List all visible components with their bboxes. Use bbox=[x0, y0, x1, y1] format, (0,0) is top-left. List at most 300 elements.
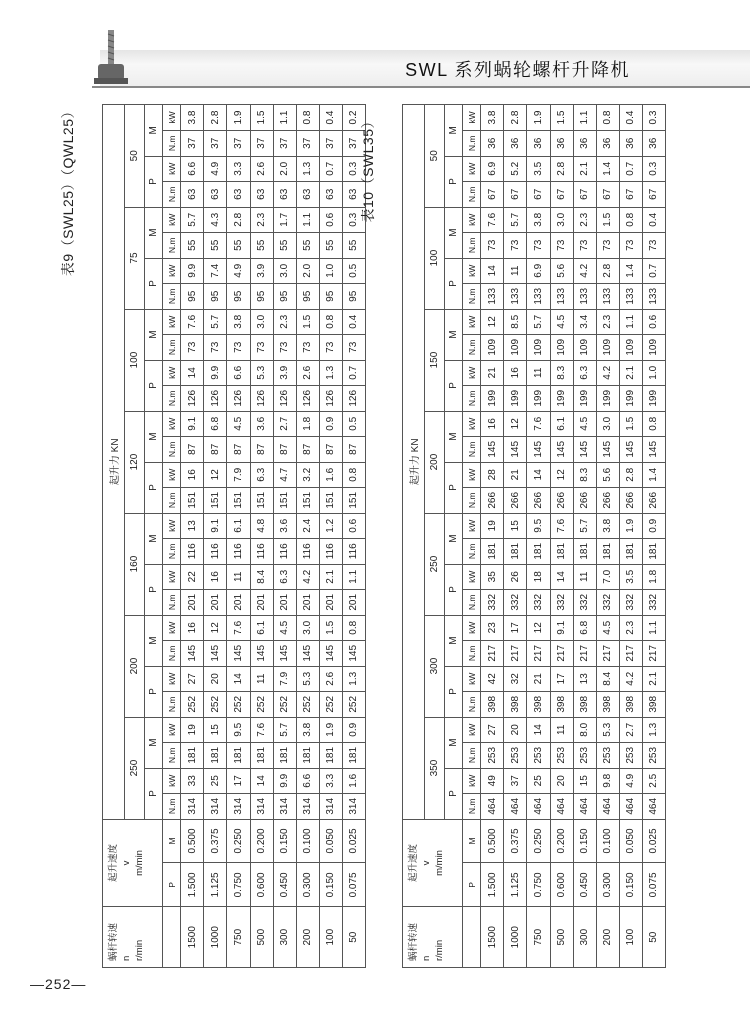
unit-header: N.m bbox=[163, 335, 181, 361]
value-cell: 55 bbox=[273, 233, 296, 259]
value-cell: 9.9 bbox=[204, 360, 227, 386]
value-cell: 2.1 bbox=[573, 156, 596, 182]
value-cell: 8.3 bbox=[573, 462, 596, 488]
value-cell: 109 bbox=[596, 335, 619, 361]
value-cell: 6.3 bbox=[273, 564, 296, 590]
value-cell: 16 bbox=[181, 615, 204, 641]
unit-header: N.m bbox=[163, 437, 181, 463]
value-cell: 1.5 bbox=[550, 105, 573, 131]
value-cell: 2.8 bbox=[619, 462, 642, 488]
col-m-header: M bbox=[145, 513, 163, 564]
load-header: 350 bbox=[425, 717, 445, 819]
value-cell: 12 bbox=[204, 615, 227, 641]
unit-header: kW bbox=[463, 360, 481, 386]
value-cell: 20 bbox=[550, 768, 573, 794]
rpm-cell: 1000 bbox=[504, 907, 527, 968]
value-cell: 398 bbox=[527, 692, 550, 718]
value-cell: 28 bbox=[481, 462, 504, 488]
value-cell: 0.7 bbox=[319, 156, 342, 182]
value-cell: 3.0 bbox=[250, 309, 273, 335]
unit-header: kW bbox=[163, 411, 181, 437]
value-cell: 7.0 bbox=[596, 564, 619, 590]
value-cell: 87 bbox=[250, 437, 273, 463]
value-cell: 1.3 bbox=[342, 666, 365, 692]
rpm-label: 蜗杆转速 bbox=[108, 922, 119, 961]
value-cell: 5.7 bbox=[527, 309, 550, 335]
value-cell: 398 bbox=[596, 692, 619, 718]
rpm-cell: 1500 bbox=[481, 907, 504, 968]
blank-cell bbox=[463, 907, 481, 968]
value-cell: 2.6 bbox=[250, 156, 273, 182]
value-cell: 17 bbox=[227, 768, 250, 794]
value-cell: 8.4 bbox=[250, 564, 273, 590]
value-cell: 201 bbox=[296, 590, 319, 616]
speed-p-cell: 0.300 bbox=[596, 863, 619, 907]
value-cell: 5.6 bbox=[596, 462, 619, 488]
value-cell: 20 bbox=[204, 666, 227, 692]
ratio-m-header: M bbox=[163, 819, 181, 863]
value-cell: 0.8 bbox=[596, 105, 619, 131]
rpm-cell: 300 bbox=[573, 907, 596, 968]
unit-header: kW bbox=[463, 411, 481, 437]
value-cell: 2.1 bbox=[642, 666, 665, 692]
value-cell: 55 bbox=[296, 233, 319, 259]
value-cell: 2.0 bbox=[296, 258, 319, 284]
speed-m-cell: 0.200 bbox=[550, 819, 573, 863]
value-cell: 126 bbox=[227, 386, 250, 412]
value-cell: 14 bbox=[550, 564, 573, 590]
value-cell: 181 bbox=[550, 539, 573, 565]
value-cell: 73 bbox=[550, 233, 573, 259]
value-cell: 18 bbox=[527, 564, 550, 590]
value-cell: 15 bbox=[504, 513, 527, 539]
value-cell: 14 bbox=[181, 360, 204, 386]
table-row bbox=[296, 105, 319, 968]
value-cell: 145 bbox=[596, 437, 619, 463]
value-cell: 87 bbox=[273, 437, 296, 463]
value-cell: 6.9 bbox=[527, 258, 550, 284]
value-cell: 5.7 bbox=[204, 309, 227, 335]
value-cell: 145 bbox=[342, 641, 365, 667]
value-cell: 63 bbox=[250, 182, 273, 208]
value-cell: 1.1 bbox=[619, 309, 642, 335]
value-cell: 1.0 bbox=[642, 360, 665, 386]
value-cell: 2.3 bbox=[573, 207, 596, 233]
rpm-symbol: n bbox=[121, 955, 132, 961]
value-cell: 464 bbox=[573, 794, 596, 820]
value-cell: 181 bbox=[596, 539, 619, 565]
value-cell: 2.5 bbox=[642, 768, 665, 794]
unit-header: kW bbox=[163, 768, 181, 794]
value-cell: 17 bbox=[550, 666, 573, 692]
value-cell: 95 bbox=[319, 284, 342, 310]
value-cell: 181 bbox=[527, 539, 550, 565]
value-cell: 26 bbox=[504, 564, 527, 590]
col-m-header: M bbox=[145, 717, 163, 768]
unit-header: kW bbox=[163, 360, 181, 386]
value-cell: 37 bbox=[504, 768, 527, 794]
force-header: 起升力 KN bbox=[103, 105, 125, 820]
unit-header: N.m bbox=[463, 743, 481, 769]
value-cell: 151 bbox=[296, 488, 319, 514]
unit-header: kW bbox=[163, 564, 181, 590]
value-cell: 13 bbox=[181, 513, 204, 539]
value-cell: 126 bbox=[342, 386, 365, 412]
performance-table-block bbox=[60, 104, 366, 968]
value-cell: 3.3 bbox=[227, 156, 250, 182]
unit-header: N.m bbox=[463, 284, 481, 310]
value-cell: 36 bbox=[481, 131, 504, 157]
value-cell: 37 bbox=[273, 131, 296, 157]
value-cell: 73 bbox=[342, 335, 365, 361]
value-cell: 67 bbox=[527, 182, 550, 208]
value-cell: 1.5 bbox=[596, 207, 619, 233]
value-cell: 4.3 bbox=[204, 207, 227, 233]
value-cell: 252 bbox=[296, 692, 319, 718]
value-cell: 9.1 bbox=[181, 411, 204, 437]
value-cell: 1.3 bbox=[642, 717, 665, 743]
value-cell: 126 bbox=[273, 386, 296, 412]
value-cell: 73 bbox=[504, 233, 527, 259]
value-cell: 1.6 bbox=[319, 462, 342, 488]
value-cell: 4.9 bbox=[227, 258, 250, 284]
speed-m-cell: 0.200 bbox=[250, 819, 273, 863]
value-cell: 314 bbox=[181, 794, 204, 820]
value-cell: 3.0 bbox=[550, 207, 573, 233]
speed-m-cell: 0.025 bbox=[642, 819, 665, 863]
speed-m-cell: 0.500 bbox=[481, 819, 504, 863]
unit-header: N.m bbox=[463, 488, 481, 514]
unit-header: kW bbox=[163, 717, 181, 743]
unit-header: kW bbox=[463, 513, 481, 539]
value-cell: 217 bbox=[481, 641, 504, 667]
table-row bbox=[642, 105, 665, 968]
page-header bbox=[0, 0, 750, 100]
value-cell: 145 bbox=[181, 641, 204, 667]
load-header: 75 bbox=[125, 207, 145, 309]
value-cell: 0.3 bbox=[642, 105, 665, 131]
header-rule bbox=[92, 86, 750, 88]
value-cell: 332 bbox=[481, 590, 504, 616]
value-cell: 14 bbox=[250, 768, 273, 794]
value-cell: 253 bbox=[481, 743, 504, 769]
speed-p-cell: 0.150 bbox=[619, 863, 642, 907]
value-cell: 2.8 bbox=[204, 105, 227, 131]
value-cell: 314 bbox=[273, 794, 296, 820]
value-cell: 16 bbox=[181, 462, 204, 488]
value-cell: 37 bbox=[296, 131, 319, 157]
value-cell: 314 bbox=[342, 794, 365, 820]
value-cell: 0.8 bbox=[296, 105, 319, 131]
table-row bbox=[596, 105, 619, 968]
rpm-cell: 500 bbox=[550, 907, 573, 968]
value-cell: 0.4 bbox=[342, 309, 365, 335]
rpm-cell: 1500 bbox=[181, 907, 204, 968]
col-m-header: M bbox=[145, 411, 163, 462]
value-cell: 6.1 bbox=[250, 615, 273, 641]
value-cell: 73 bbox=[204, 335, 227, 361]
value-cell: 2.6 bbox=[319, 666, 342, 692]
value-cell: 9.9 bbox=[273, 768, 296, 794]
value-cell: 9.5 bbox=[227, 717, 250, 743]
value-cell: 145 bbox=[642, 437, 665, 463]
col-m-header: M bbox=[445, 717, 463, 768]
value-cell: 332 bbox=[504, 590, 527, 616]
speed-p-cell: 0.300 bbox=[296, 863, 319, 907]
value-cell: 1.4 bbox=[596, 156, 619, 182]
value-cell: 464 bbox=[642, 794, 665, 820]
col-p-header: P bbox=[445, 768, 463, 819]
load-header: 100 bbox=[125, 309, 145, 411]
value-cell: 109 bbox=[504, 335, 527, 361]
value-cell: 4.8 bbox=[250, 513, 273, 539]
corner-header bbox=[103, 907, 163, 968]
table-row bbox=[204, 105, 227, 968]
unit-header: N.m bbox=[163, 539, 181, 565]
value-cell: 7.9 bbox=[227, 462, 250, 488]
value-cell: 37 bbox=[250, 131, 273, 157]
value-cell: 25 bbox=[204, 768, 227, 794]
value-cell: 73 bbox=[573, 233, 596, 259]
rpm-cell: 750 bbox=[227, 907, 250, 968]
value-cell: 37 bbox=[227, 131, 250, 157]
speed-m-cell: 0.250 bbox=[527, 819, 550, 863]
value-cell: 73 bbox=[527, 233, 550, 259]
unit-header: kW bbox=[463, 564, 481, 590]
value-cell: 217 bbox=[527, 641, 550, 667]
value-cell: 1.8 bbox=[296, 411, 319, 437]
value-cell: 67 bbox=[619, 182, 642, 208]
value-cell: 252 bbox=[342, 692, 365, 718]
value-cell: 73 bbox=[296, 335, 319, 361]
value-cell: 126 bbox=[250, 386, 273, 412]
value-cell: 0.9 bbox=[342, 717, 365, 743]
value-cell: 181 bbox=[273, 743, 296, 769]
speed-p-cell: 0.600 bbox=[550, 863, 573, 907]
rpm-label: 蜗杆转速 bbox=[408, 922, 419, 961]
value-cell: 3.5 bbox=[527, 156, 550, 182]
col-p-header: P bbox=[145, 462, 163, 513]
value-cell: 63 bbox=[273, 182, 296, 208]
blank-cell bbox=[163, 907, 181, 968]
speed-m-cell: 0.100 bbox=[596, 819, 619, 863]
value-cell: 145 bbox=[619, 437, 642, 463]
value-cell: 3.2 bbox=[296, 462, 319, 488]
value-cell: 0.4 bbox=[642, 207, 665, 233]
rpm-cell: 100 bbox=[319, 907, 342, 968]
value-cell: 0.8 bbox=[342, 615, 365, 641]
value-cell: 253 bbox=[642, 743, 665, 769]
value-cell: 73 bbox=[619, 233, 642, 259]
unit-header: kW bbox=[463, 105, 481, 131]
value-cell: 36 bbox=[619, 131, 642, 157]
speed-p-cell: 0.750 bbox=[227, 863, 250, 907]
value-cell: 67 bbox=[550, 182, 573, 208]
value-cell: 464 bbox=[619, 794, 642, 820]
value-cell: 4.5 bbox=[573, 411, 596, 437]
speed-p-cell: 0.450 bbox=[273, 863, 296, 907]
value-cell: 36 bbox=[550, 131, 573, 157]
value-cell: 11 bbox=[550, 717, 573, 743]
value-cell: 17 bbox=[504, 615, 527, 641]
value-cell: 87 bbox=[296, 437, 319, 463]
header-title: SWL 系列蜗轮螺杆升降机 bbox=[405, 60, 630, 80]
value-cell: 12 bbox=[504, 411, 527, 437]
speed-unit: m/min bbox=[434, 850, 445, 876]
value-cell: 87 bbox=[181, 437, 204, 463]
value-cell: 2.0 bbox=[273, 156, 296, 182]
value-cell: 2.3 bbox=[250, 207, 273, 233]
value-cell: 332 bbox=[550, 590, 573, 616]
value-cell: 6.3 bbox=[250, 462, 273, 488]
value-cell: 5.7 bbox=[181, 207, 204, 233]
value-cell: 398 bbox=[504, 692, 527, 718]
value-cell: 145 bbox=[504, 437, 527, 463]
value-cell: 5.3 bbox=[250, 360, 273, 386]
value-cell: 116 bbox=[342, 539, 365, 565]
value-cell: 0.9 bbox=[319, 411, 342, 437]
unit-header: N.m bbox=[163, 284, 181, 310]
load-header: 50 bbox=[125, 105, 145, 208]
value-cell: 464 bbox=[527, 794, 550, 820]
unit-header: kW bbox=[163, 207, 181, 233]
speed-m-cell: 0.100 bbox=[296, 819, 319, 863]
value-cell: 37 bbox=[342, 131, 365, 157]
value-cell: 11 bbox=[527, 360, 550, 386]
value-cell: 1.1 bbox=[573, 105, 596, 131]
value-cell: 199 bbox=[642, 386, 665, 412]
load-header: 120 bbox=[125, 411, 145, 513]
table-row bbox=[481, 105, 504, 968]
value-cell: 145 bbox=[227, 641, 250, 667]
col-m-header: M bbox=[445, 105, 463, 157]
value-cell: 217 bbox=[642, 641, 665, 667]
value-cell: 1.9 bbox=[527, 105, 550, 131]
value-cell: 2.8 bbox=[504, 105, 527, 131]
unit-header: N.m bbox=[163, 590, 181, 616]
value-cell: 95 bbox=[227, 284, 250, 310]
value-cell: 8.5 bbox=[504, 309, 527, 335]
value-cell: 73 bbox=[481, 233, 504, 259]
unit-header: N.m bbox=[163, 794, 181, 820]
value-cell: 253 bbox=[504, 743, 527, 769]
value-cell: 67 bbox=[573, 182, 596, 208]
value-cell: 1.5 bbox=[619, 411, 642, 437]
value-cell: 7.6 bbox=[527, 411, 550, 437]
speed-m-cell: 0.050 bbox=[319, 819, 342, 863]
value-cell: 32 bbox=[504, 666, 527, 692]
value-cell: 14 bbox=[481, 258, 504, 284]
value-cell: 5.7 bbox=[273, 717, 296, 743]
value-cell: 1.7 bbox=[273, 207, 296, 233]
value-cell: 181 bbox=[573, 539, 596, 565]
value-cell: 20 bbox=[504, 717, 527, 743]
value-cell: 1.2 bbox=[319, 513, 342, 539]
value-cell: 181 bbox=[204, 743, 227, 769]
value-cell: 1.5 bbox=[250, 105, 273, 131]
value-cell: 7.6 bbox=[181, 309, 204, 335]
value-cell: 2.3 bbox=[619, 615, 642, 641]
speed-header bbox=[103, 819, 163, 907]
value-cell: 5.7 bbox=[573, 513, 596, 539]
speed-p-cell: 0.750 bbox=[527, 863, 550, 907]
unit-header: N.m bbox=[463, 131, 481, 157]
speed-p-cell: 0.600 bbox=[250, 863, 273, 907]
unit-header: kW bbox=[463, 666, 481, 692]
value-cell: 3.8 bbox=[527, 207, 550, 233]
performance-table-block bbox=[360, 104, 666, 968]
speed-p-cell: 0.075 bbox=[342, 863, 365, 907]
value-cell: 266 bbox=[527, 488, 550, 514]
value-cell: 9.5 bbox=[527, 513, 550, 539]
rpm-cell: 1000 bbox=[204, 907, 227, 968]
value-cell: 7.6 bbox=[250, 717, 273, 743]
value-cell: 7.9 bbox=[273, 666, 296, 692]
value-cell: 217 bbox=[573, 641, 596, 667]
value-cell: 252 bbox=[319, 692, 342, 718]
unit-header: N.m bbox=[163, 692, 181, 718]
value-cell: 33 bbox=[181, 768, 204, 794]
value-cell: 2.1 bbox=[319, 564, 342, 590]
value-cell: 0.9 bbox=[642, 513, 665, 539]
value-cell: 3.0 bbox=[296, 615, 319, 641]
value-cell: 253 bbox=[573, 743, 596, 769]
value-cell: 14 bbox=[227, 666, 250, 692]
value-cell: 201 bbox=[342, 590, 365, 616]
value-cell: 95 bbox=[181, 284, 204, 310]
value-cell: 13 bbox=[573, 666, 596, 692]
value-cell: 133 bbox=[481, 284, 504, 310]
table-row bbox=[527, 105, 550, 968]
value-cell: 332 bbox=[573, 590, 596, 616]
value-cell: 55 bbox=[319, 233, 342, 259]
value-cell: 55 bbox=[204, 233, 227, 259]
value-cell: 87 bbox=[319, 437, 342, 463]
value-cell: 21 bbox=[481, 360, 504, 386]
value-cell: 4.5 bbox=[596, 615, 619, 641]
value-cell: 6.3 bbox=[573, 360, 596, 386]
value-cell: 398 bbox=[642, 692, 665, 718]
table-caption: 表10（SWL35） bbox=[360, 114, 376, 223]
value-cell: 0.8 bbox=[619, 207, 642, 233]
value-cell: 145 bbox=[481, 437, 504, 463]
value-cell: 314 bbox=[296, 794, 319, 820]
page-number: —252— bbox=[30, 976, 87, 992]
value-cell: 266 bbox=[481, 488, 504, 514]
value-cell: 8.0 bbox=[573, 717, 596, 743]
value-cell: 126 bbox=[319, 386, 342, 412]
value-cell: 73 bbox=[273, 335, 296, 361]
value-cell: 151 bbox=[204, 488, 227, 514]
value-cell: 116 bbox=[181, 539, 204, 565]
value-cell: 73 bbox=[227, 335, 250, 361]
value-cell: 217 bbox=[619, 641, 642, 667]
value-cell: 201 bbox=[273, 590, 296, 616]
value-cell: 2.8 bbox=[550, 156, 573, 182]
value-cell: 21 bbox=[504, 462, 527, 488]
table-row bbox=[619, 105, 642, 968]
value-cell: 109 bbox=[619, 335, 642, 361]
value-cell: 4.5 bbox=[227, 411, 250, 437]
value-cell: 332 bbox=[527, 590, 550, 616]
col-p-header: P bbox=[145, 564, 163, 615]
unit-header: N.m bbox=[463, 233, 481, 259]
speed-p-cell: 0.450 bbox=[573, 863, 596, 907]
table-row bbox=[227, 105, 250, 968]
value-cell: 73 bbox=[596, 233, 619, 259]
value-cell: 332 bbox=[619, 590, 642, 616]
value-cell: 314 bbox=[204, 794, 227, 820]
